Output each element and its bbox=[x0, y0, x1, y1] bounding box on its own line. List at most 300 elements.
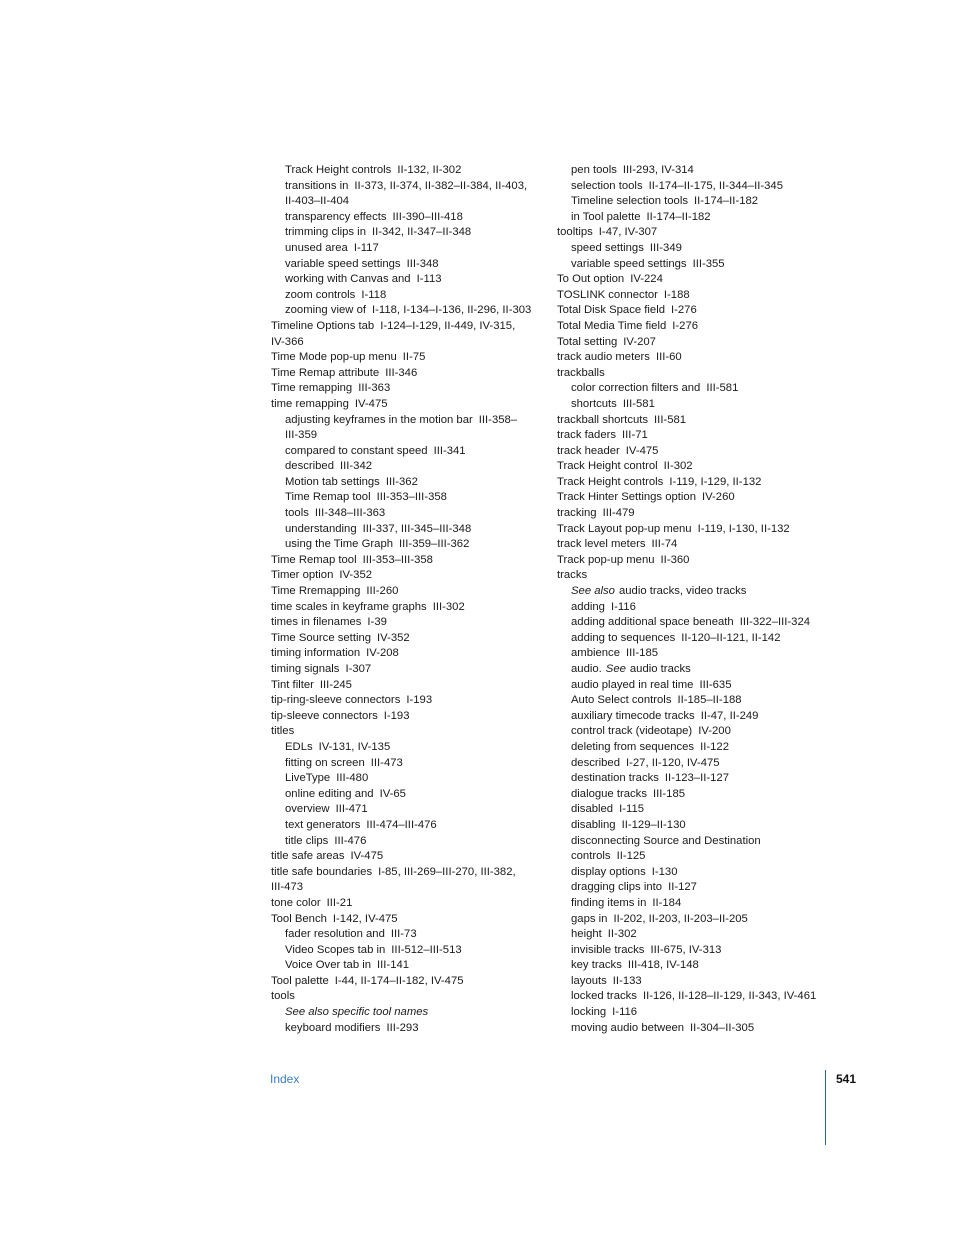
index-entry bbox=[557, 459, 827, 475]
index-term: audio. bbox=[571, 663, 602, 675]
index-page-refs: II-360 bbox=[660, 553, 690, 566]
index-page-refs: I-119, I-130, II-132 bbox=[697, 522, 790, 535]
index-page-refs: III-71 bbox=[622, 429, 648, 442]
index-term: compared to constant speed bbox=[285, 444, 428, 457]
index-term: understanding bbox=[285, 522, 357, 535]
index-entry bbox=[271, 724, 541, 740]
index-page-refs: III-390–III-418 bbox=[392, 210, 463, 223]
index-entry bbox=[271, 490, 541, 506]
index-term: gaps in bbox=[571, 912, 608, 925]
index-entry bbox=[271, 693, 541, 709]
index-entry bbox=[557, 1021, 827, 1037]
index-entry bbox=[557, 1005, 827, 1021]
index-page-refs: IV-260 bbox=[701, 491, 735, 504]
index-term: EDLs bbox=[285, 740, 313, 753]
index-page-refs: I-193 bbox=[406, 694, 433, 707]
index-term: tools bbox=[285, 507, 309, 520]
index-page-refs: III-21 bbox=[326, 896, 353, 909]
index-term: audio played in real time bbox=[571, 678, 694, 691]
index-entry bbox=[271, 958, 541, 974]
index-entry bbox=[557, 413, 827, 429]
index-entry bbox=[271, 802, 541, 818]
index-term: trimming clips in bbox=[285, 226, 366, 239]
index-entry bbox=[557, 912, 827, 928]
index-page-refs: III-675, IV-313 bbox=[650, 943, 722, 956]
index-term: tip-ring-sleeve connectors bbox=[271, 694, 401, 707]
index-term: Track Height controls bbox=[285, 164, 392, 176]
index-page-refs: III-474–III-476 bbox=[366, 818, 437, 831]
index-page-refs: III-353–III-358 bbox=[362, 553, 433, 566]
index-term: Timeline selection tools bbox=[571, 195, 688, 208]
index-page-refs: III-73 bbox=[390, 928, 417, 941]
index-page-refs: I-116 bbox=[612, 1006, 638, 1019]
footer-section-label: Index bbox=[270, 1072, 300, 1086]
index-entry bbox=[557, 475, 827, 491]
index-page-refs: I-117 bbox=[353, 241, 379, 254]
index-term: track audio meters bbox=[557, 351, 650, 364]
index-term: Tool palette bbox=[271, 974, 329, 987]
index-page-refs: III-362 bbox=[385, 475, 418, 488]
index-entry bbox=[271, 350, 541, 366]
index-entry bbox=[557, 787, 827, 803]
index-entry bbox=[271, 834, 541, 850]
index-page-refs: III-293, IV-314 bbox=[622, 164, 694, 176]
index-page-refs: I-118, I-134–I-136, II-296, II-303 bbox=[372, 304, 532, 317]
index-page-refs: II-202, II-203, II-203–II-205 bbox=[613, 912, 748, 925]
index-term: track header bbox=[557, 444, 620, 457]
index-entry bbox=[271, 459, 541, 475]
index-page-refs: III-74 bbox=[651, 538, 678, 551]
index-term: described bbox=[571, 756, 620, 769]
index-column-left bbox=[271, 163, 541, 1036]
index-term: using the Time Graph bbox=[285, 538, 394, 551]
index-page-refs: I-47, IV-307 bbox=[598, 226, 658, 239]
index-page-refs: IV-200 bbox=[698, 725, 731, 738]
index-entry bbox=[271, 272, 541, 288]
index-page-refs: III-60 bbox=[655, 351, 682, 364]
index-entry bbox=[557, 646, 827, 662]
index-entry bbox=[557, 693, 827, 709]
index-term: tracks bbox=[557, 569, 588, 582]
index-page-refs: II-304–II-305 bbox=[690, 1021, 755, 1034]
index-page-refs: IV-352 bbox=[339, 569, 373, 582]
index-entry bbox=[557, 257, 827, 273]
index-entry bbox=[557, 225, 827, 241]
index-term: layouts bbox=[571, 974, 607, 987]
index-term: moving audio between bbox=[571, 1021, 685, 1034]
index-entry bbox=[557, 350, 827, 366]
index-page-refs: II-75 bbox=[402, 351, 426, 364]
index-term: variable speed settings bbox=[571, 257, 687, 270]
index-term: disabling bbox=[571, 818, 616, 831]
index-entry bbox=[271, 475, 541, 491]
index-term: pen tools bbox=[571, 164, 617, 176]
index-entry bbox=[557, 179, 827, 195]
index-page-refs: II-123–II-127 bbox=[664, 772, 729, 785]
index-page-refs: III-473 bbox=[271, 881, 304, 894]
index-page-refs: III-635 bbox=[699, 678, 732, 691]
index-entry bbox=[271, 584, 541, 600]
index-entry bbox=[271, 194, 541, 210]
index-page-refs: II-127 bbox=[668, 881, 697, 894]
index-term: destination tracks bbox=[571, 772, 659, 785]
index-entry bbox=[557, 709, 827, 725]
index-page-refs: II-184 bbox=[652, 896, 682, 909]
index-entry bbox=[557, 849, 827, 865]
index-entry bbox=[557, 303, 827, 319]
index-term: time scales in keyframe graphs bbox=[271, 600, 427, 613]
index-entry bbox=[271, 568, 541, 584]
index-page-refs: I-44, II-174–II-182, IV-475 bbox=[334, 974, 464, 987]
index-term: transparency effects bbox=[285, 210, 387, 223]
index-page-refs: III-185 bbox=[625, 647, 659, 660]
index-term: Total Disk Space field bbox=[557, 304, 665, 317]
index-term: trackballs bbox=[557, 366, 605, 379]
index-entry bbox=[271, 413, 541, 429]
index-page-refs: IV-65 bbox=[379, 787, 406, 800]
index-term: finding items in bbox=[571, 896, 647, 909]
index-page-refs: I-193 bbox=[383, 709, 410, 722]
index-page-refs: II-302 bbox=[607, 928, 637, 941]
index-entry bbox=[271, 319, 541, 335]
index-term: Timer option bbox=[271, 569, 334, 582]
index-page-refs: III-348 bbox=[406, 257, 439, 270]
index-page-refs: II-133 bbox=[612, 974, 642, 987]
index-term: auxiliary timecode tracks bbox=[571, 709, 695, 722]
index-entry bbox=[271, 381, 541, 397]
index-page-refs: I-113 bbox=[416, 273, 442, 286]
index-entry bbox=[557, 553, 827, 569]
index-term: Track Height control bbox=[557, 460, 658, 473]
index-entry bbox=[557, 740, 827, 756]
index-entry bbox=[271, 678, 541, 694]
index-entry bbox=[557, 428, 827, 444]
index-entry bbox=[557, 756, 827, 772]
index-page-refs: IV-131, IV-135 bbox=[318, 740, 391, 753]
index-entry bbox=[557, 958, 827, 974]
index-term: dialogue tracks bbox=[571, 787, 647, 800]
footer-divider bbox=[825, 1070, 826, 1145]
index-page-refs: I-276 bbox=[671, 304, 697, 317]
index-page-refs: II-174–II-182 bbox=[694, 195, 759, 208]
index-term: Time Remap attribute bbox=[271, 366, 380, 379]
index-page-refs: III-342 bbox=[339, 460, 373, 473]
index-term: text generators bbox=[285, 818, 361, 831]
index-entry bbox=[557, 631, 827, 647]
index-term: Total Media Time field bbox=[557, 319, 667, 332]
footer-page-number: 541 bbox=[836, 1072, 857, 1086]
index-term: trackball shortcuts bbox=[557, 413, 649, 426]
index-term: shortcuts bbox=[571, 397, 617, 410]
index-term: Track Layout pop-up menu bbox=[557, 522, 692, 535]
index-term: Time Source setting bbox=[271, 631, 372, 644]
index-entry bbox=[557, 974, 827, 990]
index-entry bbox=[271, 818, 541, 834]
index-page-refs: I-39 bbox=[367, 616, 387, 629]
index-page-refs: I-118 bbox=[361, 288, 387, 301]
index-page-refs: IV-207 bbox=[623, 335, 656, 348]
index-page-refs: I-85, III-269–III-270, III-382, bbox=[378, 865, 516, 878]
index-entry bbox=[557, 771, 827, 787]
index-page-refs: IV-224 bbox=[630, 273, 663, 286]
index-entry bbox=[557, 319, 827, 335]
index-page-refs: IV-208 bbox=[366, 647, 399, 660]
index-entry bbox=[271, 335, 541, 351]
index-entry bbox=[557, 615, 827, 631]
index-page-refs: II-47, II-249 bbox=[700, 709, 759, 722]
index-term: fitting on screen bbox=[285, 756, 365, 769]
index-term: Track Height controls bbox=[557, 475, 664, 488]
index-entry bbox=[271, 179, 541, 195]
index-page-refs: I-27, II-120, IV-475 bbox=[625, 756, 720, 769]
index-term: transitions in bbox=[285, 179, 349, 192]
index-entry bbox=[557, 210, 827, 226]
index-term: title safe boundaries bbox=[271, 865, 373, 878]
index-term: controls bbox=[571, 850, 611, 863]
index-entry bbox=[557, 272, 827, 288]
index-term: timing signals bbox=[271, 663, 340, 675]
index-term: Tool Bench bbox=[271, 912, 327, 925]
index-entry bbox=[271, 397, 541, 413]
index-page-refs: III-358– bbox=[478, 413, 518, 426]
index-term: unused area bbox=[285, 241, 348, 254]
index-entry bbox=[557, 662, 827, 678]
index-entry bbox=[557, 724, 827, 740]
index-entry bbox=[557, 522, 827, 538]
index-entry bbox=[557, 834, 827, 850]
index-page-refs: I-115 bbox=[619, 803, 645, 816]
index-term: Motion tab settings bbox=[285, 475, 380, 488]
index-page-refs: III-479 bbox=[602, 507, 635, 520]
index-entry bbox=[557, 444, 827, 460]
index-term: locking bbox=[571, 1006, 607, 1019]
index-page-refs: I-119, I-129, II-132 bbox=[669, 475, 762, 488]
index-term: tip-sleeve connectors bbox=[271, 709, 378, 722]
index-page-refs: III-293 bbox=[386, 1021, 419, 1034]
index-term: timing information bbox=[271, 647, 361, 660]
index-term: disabled bbox=[571, 803, 614, 816]
index-entry bbox=[271, 522, 541, 538]
index-term: time remapping bbox=[271, 397, 349, 410]
index-entry bbox=[557, 241, 827, 257]
index-term: Voice Over tab in bbox=[285, 959, 372, 972]
index-term: tracking bbox=[557, 507, 597, 520]
index-term: track level meters bbox=[557, 538, 646, 551]
index-entry bbox=[557, 288, 827, 304]
index-page-refs: III-341 bbox=[433, 444, 466, 457]
index-page-refs: II-403–II-404 bbox=[285, 195, 350, 208]
index-entry bbox=[271, 912, 541, 928]
index-entry bbox=[557, 678, 827, 694]
index-page-refs: III-346 bbox=[385, 366, 418, 379]
index-page-refs: II-126, II-128–II-129, II-343, IV-461 bbox=[642, 990, 817, 1003]
index-entry bbox=[271, 163, 541, 179]
index-term: key tracks bbox=[571, 959, 622, 972]
index-page-refs: I-188 bbox=[663, 288, 690, 301]
index-entry bbox=[271, 865, 541, 881]
index-term: titles bbox=[271, 725, 295, 738]
index-page-refs: I-142, IV-475 bbox=[332, 912, 398, 925]
index-page-refs: III-348–III-363 bbox=[314, 507, 386, 520]
index-term: Track Hinter Settings option bbox=[557, 491, 696, 504]
index-term: Auto Select controls bbox=[571, 694, 672, 707]
index-term: dragging clips into bbox=[571, 881, 663, 894]
index-page-refs: II-125 bbox=[616, 850, 646, 863]
index-entry bbox=[271, 1005, 541, 1021]
index-entry bbox=[271, 303, 541, 319]
index-entry bbox=[557, 537, 827, 553]
index-page-refs: III-337, III-345–III-348 bbox=[362, 522, 472, 535]
index-page-refs: III-355 bbox=[692, 257, 725, 270]
index-page-refs: III-581 bbox=[706, 382, 739, 395]
index-term: deleting from sequences bbox=[571, 740, 695, 753]
index-see-label: See bbox=[605, 663, 626, 675]
index-term: Track pop-up menu bbox=[557, 553, 655, 566]
index-entry bbox=[557, 802, 827, 818]
index-entry bbox=[557, 943, 827, 959]
index-page-refs: III-349 bbox=[649, 241, 682, 254]
index-entry bbox=[271, 257, 541, 273]
index-page-refs: IV-475 bbox=[354, 397, 388, 410]
index-term: Time Mode pop-up menu bbox=[271, 351, 397, 364]
index-page-refs: IV-475 bbox=[350, 850, 384, 863]
index-entry bbox=[271, 740, 541, 756]
index-term: online editing and bbox=[285, 787, 374, 800]
index-term: fader resolution and bbox=[285, 928, 385, 941]
index-term: See also specific tool names bbox=[285, 1006, 429, 1019]
index-entry bbox=[271, 943, 541, 959]
index-entry bbox=[271, 756, 541, 772]
index-term: color correction filters and bbox=[571, 382, 701, 395]
index-term: adding bbox=[571, 600, 605, 613]
index-term: keyboard modifiers bbox=[285, 1021, 381, 1034]
index-term: tooltips bbox=[557, 226, 593, 239]
index-entry bbox=[557, 397, 827, 413]
index-entry bbox=[271, 553, 541, 569]
index-page-refs: III-141 bbox=[377, 959, 410, 972]
index-term: zooming view of bbox=[285, 304, 366, 317]
index-term: height bbox=[571, 928, 602, 941]
index-entry bbox=[557, 366, 827, 382]
index-page-refs: II-185–II-188 bbox=[677, 694, 742, 707]
index-entry bbox=[271, 444, 541, 460]
index-page-refs: III-480 bbox=[336, 772, 369, 785]
index-entry bbox=[557, 335, 827, 351]
index-page-refs: II-132, II-302 bbox=[397, 164, 462, 176]
index-page-refs: II-373, II-374, II-382–II-384, II-403, bbox=[354, 179, 528, 192]
index-entry bbox=[271, 210, 541, 226]
index-page-refs: II-174–II-182 bbox=[646, 210, 711, 223]
index-term: ambience bbox=[571, 647, 620, 660]
index-page-refs: II-129–II-130 bbox=[621, 818, 686, 831]
index-page-refs: III-359 bbox=[285, 429, 318, 442]
index-term: Total setting bbox=[557, 335, 618, 348]
index-page-refs: II-174–II-175, II-344–II-345 bbox=[648, 179, 783, 192]
index-entry bbox=[271, 506, 541, 522]
index-entry bbox=[271, 615, 541, 631]
index-term: adjusting keyframes in the motion bar bbox=[285, 413, 473, 426]
index-entry bbox=[557, 506, 827, 522]
index-entry bbox=[271, 662, 541, 678]
index-term: Video Scopes tab in bbox=[285, 943, 386, 956]
index-term: Time Rremapping bbox=[271, 585, 361, 598]
index-page-refs: III-476 bbox=[334, 834, 367, 847]
index-entry bbox=[271, 1021, 541, 1037]
index-term: tools bbox=[271, 990, 295, 1003]
index-term: adding to sequences bbox=[571, 631, 676, 644]
index-entry bbox=[271, 288, 541, 304]
index-term: tone color bbox=[271, 896, 321, 909]
index-page-refs: I-276 bbox=[672, 319, 699, 332]
index-term: adding additional space beneath bbox=[571, 616, 734, 629]
index-page-refs: III-363 bbox=[358, 382, 391, 395]
index-term: disconnecting Source and Destination bbox=[571, 834, 761, 847]
index-entry bbox=[271, 849, 541, 865]
index-entry bbox=[557, 600, 827, 616]
index-page-refs: IV-366 bbox=[271, 335, 304, 348]
index-cross-reference: audio tracks, video tracks bbox=[618, 585, 747, 598]
index-term: working with Canvas and bbox=[285, 273, 411, 286]
index-page-refs: III-512–III-513 bbox=[391, 943, 462, 956]
index-column-right bbox=[557, 163, 827, 1036]
index-entry bbox=[271, 787, 541, 803]
index-term: locked tracks bbox=[571, 990, 637, 1003]
index-entry bbox=[557, 163, 827, 179]
index-term: To Out option bbox=[557, 273, 625, 286]
index-entry bbox=[271, 771, 541, 787]
index-entry bbox=[557, 989, 827, 1005]
index-entry bbox=[557, 818, 827, 834]
index-entry bbox=[557, 927, 827, 943]
index-entry bbox=[557, 896, 827, 912]
index-entry bbox=[557, 880, 827, 896]
index-term: title safe areas bbox=[271, 850, 345, 863]
index-page-refs: I-116 bbox=[610, 600, 636, 613]
index-entry bbox=[271, 709, 541, 725]
index-page-refs: III-260 bbox=[366, 585, 399, 598]
index-page-refs: II-302 bbox=[663, 460, 693, 473]
index-term: in Tool palette bbox=[571, 210, 641, 223]
index-term: control track (videotape) bbox=[571, 725, 693, 738]
index-page-refs: III-353–III-358 bbox=[376, 491, 447, 504]
index-term: described bbox=[285, 460, 334, 473]
index-term: title clips bbox=[285, 834, 329, 847]
index-page-refs: II-342, II-347–II-348 bbox=[371, 226, 472, 239]
index-cross-reference: audio tracks bbox=[629, 663, 691, 675]
index-page-refs: II-120–II-121, II-142 bbox=[681, 631, 781, 644]
index-term: invisible tracks bbox=[571, 943, 645, 956]
index-term: track faders bbox=[557, 429, 617, 442]
index-page-refs: IV-475 bbox=[625, 444, 659, 457]
index-page-refs: III-359–III-362 bbox=[399, 538, 470, 551]
index-entry bbox=[271, 880, 541, 896]
index-page-refs: I-307 bbox=[345, 663, 372, 675]
index-page-refs: II-122 bbox=[700, 740, 729, 753]
index-term: display options bbox=[571, 865, 646, 878]
index-entry bbox=[557, 568, 827, 584]
index-entry bbox=[271, 366, 541, 382]
index-page-refs: III-581 bbox=[654, 413, 687, 426]
index-entry bbox=[271, 600, 541, 616]
index-term: Time remapping bbox=[271, 382, 353, 395]
index-term: variable speed settings bbox=[285, 257, 401, 270]
index-entry bbox=[271, 241, 541, 257]
index-term: overview bbox=[285, 803, 330, 816]
index-entry bbox=[271, 537, 541, 553]
index-page-refs: III-418, IV-148 bbox=[627, 959, 699, 972]
index-page-refs: III-245 bbox=[319, 678, 352, 691]
index-page-refs: III-473 bbox=[370, 756, 403, 769]
